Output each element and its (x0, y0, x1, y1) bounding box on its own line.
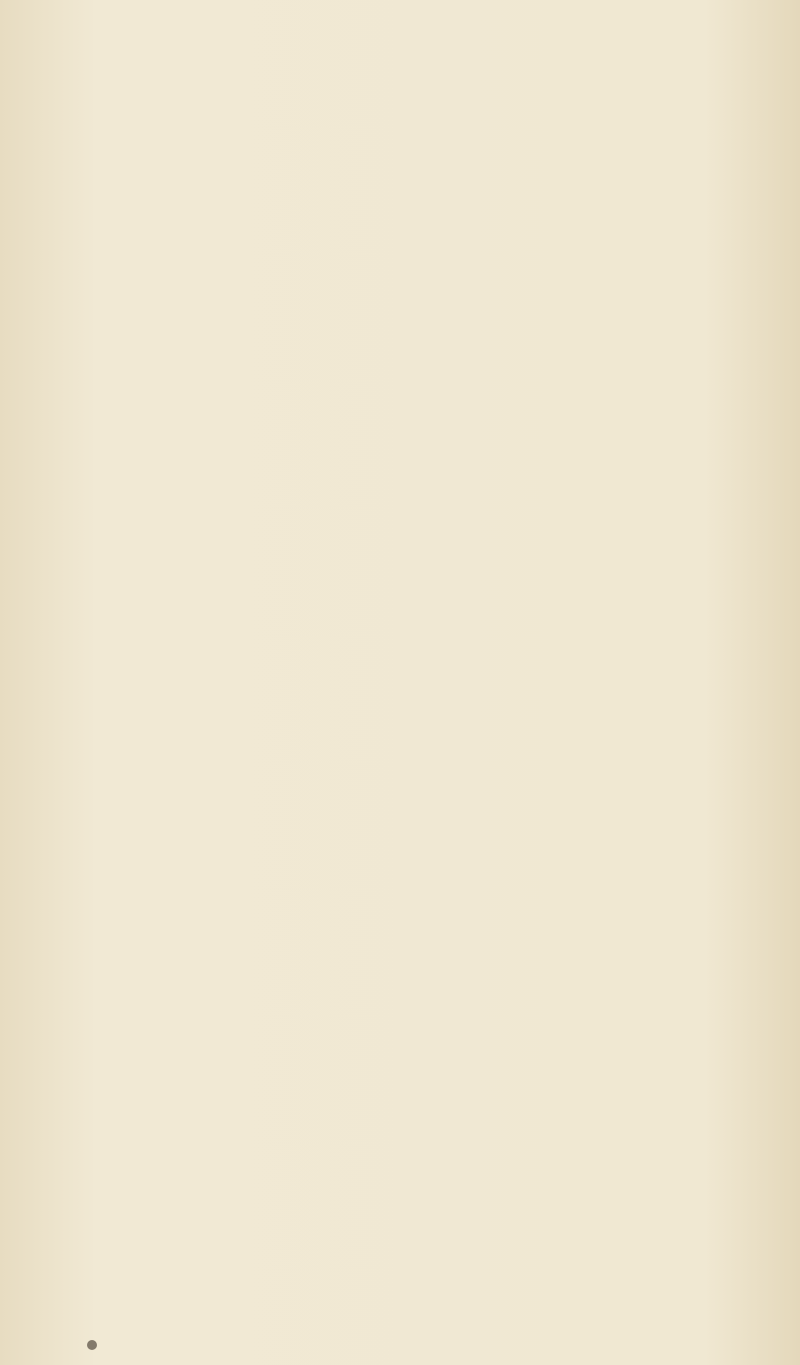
ink-blot (87, 1340, 97, 1350)
